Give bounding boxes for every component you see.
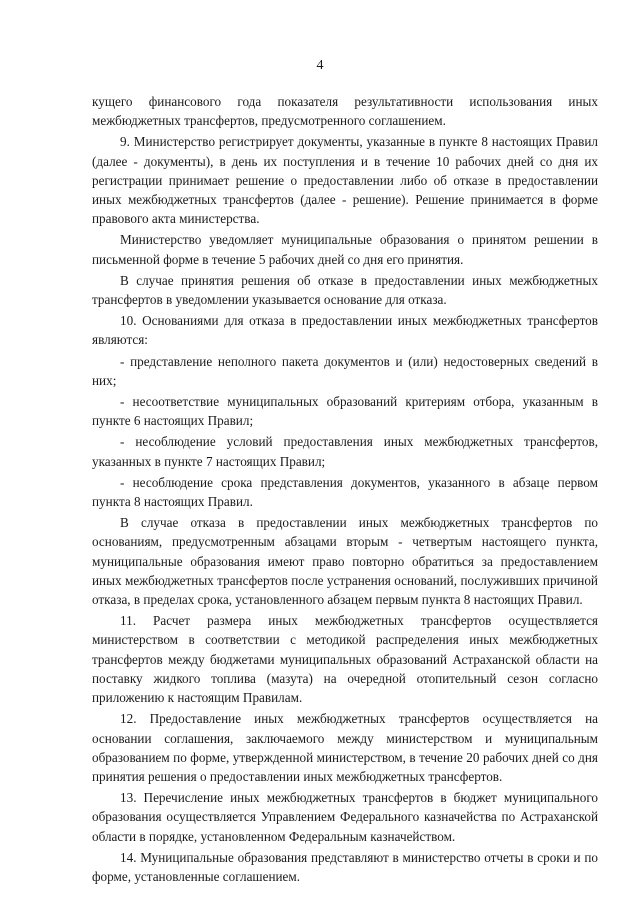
paragraph: В случае отказа в предоставлении иных межбюджетных трансфертов по основаниям, предусмотренным абзацами вторым - четвертым настоящего пункта, муниципальные образования имеют право повторно обратиться за предоставлением иных межбюджетных трансфертов после устранения оснований, послуживших причиной отказа, в пределах срока, установленного абзацем первым пункта 8 настоящих Правил. — [92, 515, 598, 608]
document-body — [92, 92, 598, 888]
paragraph: 11. Расчет размера иных межбюджетных трансфертов осуществляется министерством в соответствии с методикой распределения иных межбюджетных трансфертов между бюджетами муниципальных образований Астраханской области на поставку жидкого топлива (мазута) на очередной отопительный сезон согласно приложению к настоящим Правилам. — [92, 613, 598, 706]
list-item: - несоблюдение условий предоставления иных межбюджетных трансфертов, указанных в пункте 7 настоящих Правил; — [92, 434, 598, 469]
paragraph: 13. Перечисление иных межбюджетных трансфертов в бюджет муниципального образования осуществляется Управлением Федерального казначейства по Астраханской области в порядке, установленном Федеральным казначейством. — [92, 790, 598, 844]
paragraph: 9. Министерство регистрирует документы, указанные в пункте 8 настоящих Правил (далее - документы), в день их поступления и в течение 10 рабочих дней со дня их регистрации принимает решение о предоставлении либо об отказе в предоставлении иных межбюджетных трансфертов (далее - решение). Решение принимается в форме правового акта министерства. — [92, 134, 598, 227]
list-item: - несоответствие муниципальных образований критериям отбора, указанным в пункте 6 настоящих Правил; — [92, 394, 598, 429]
page-number: 4 — [316, 58, 324, 73]
paragraph: кущего финансового года показателя результативности использования иных межбюджетных трансфертов, предусмотренного соглашением. — [92, 94, 598, 129]
list-item: - представление неполного пакета документов и (или) недостоверных сведений в них; — [92, 353, 598, 388]
paragraph: В случае принятия решения об отказе в предоставлении иных межбюджетных трансфертов в уведомлении указывается основание для отказа. — [92, 272, 598, 308]
paragraph: Министерство уведомляет муниципальные образования о принятом решении в письменной форме в течение 5 рабочих дней со дня его принятия. — [92, 232, 598, 267]
paragraph: 14. Муниципальные образования представляют в министерство отчеты в сроки и по форме, установленные соглашением. — [92, 849, 598, 884]
paragraph: 12. Предоставление иных межбюджетных трансфертов осуществляется на основании соглашения, заключаемого между министерством и муниципальным образованием по форме, утвержденной министерством, в течение 20 рабочих дней со дня принятия решения о предоставлении иных межбюджетных трансфертов. — [92, 711, 598, 784]
paragraph: 10. Основаниями для отказа в предоставлении иных межбюджетных трансфертов являются: — [92, 313, 598, 348]
list-item: - несоблюдение срока представления документов, указанного в абзаце первом пункта 8 настоящих Правил. — [92, 474, 598, 510]
